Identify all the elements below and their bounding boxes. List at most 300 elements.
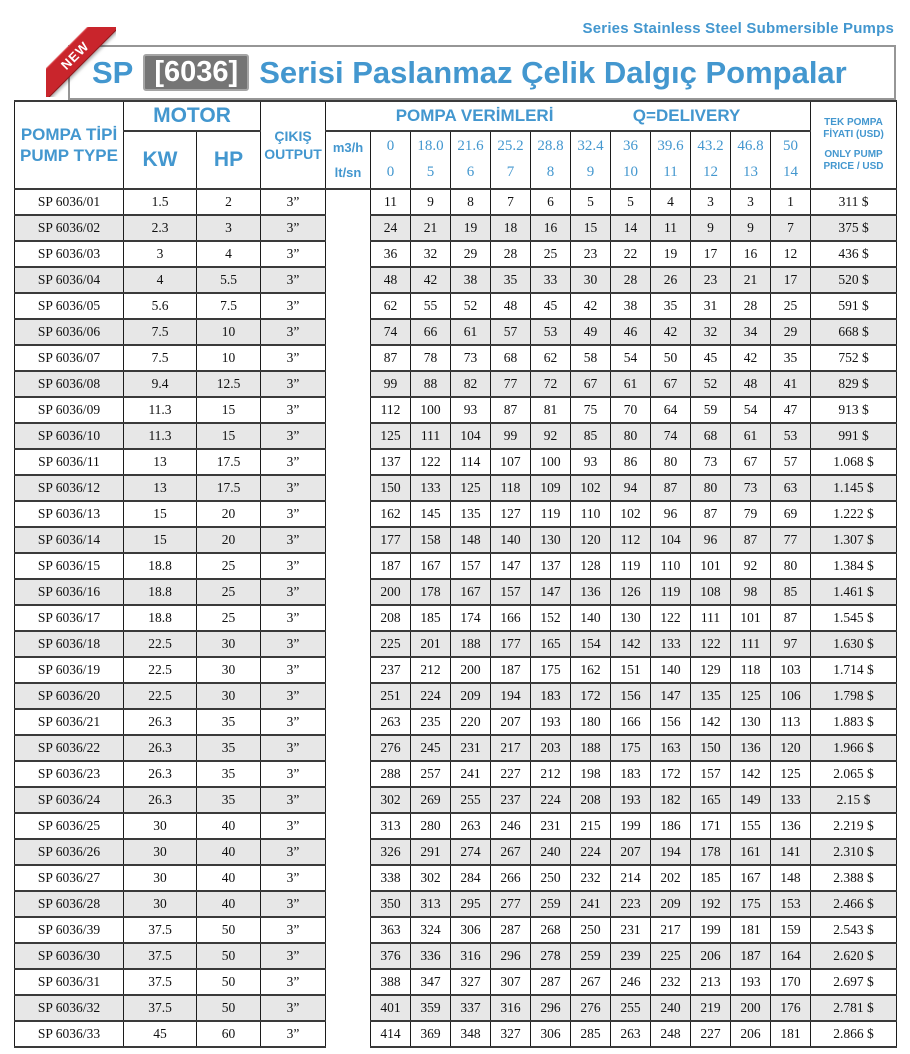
- delivery-value-cell: 61: [451, 319, 491, 345]
- table-row: [15, 449, 897, 475]
- kw-cell: 18.8: [124, 553, 197, 579]
- table-row: [15, 787, 897, 813]
- price-cell: 1.714 $: [811, 657, 897, 683]
- delivery-col-header: 21.6 6: [451, 131, 491, 189]
- delivery-value-cell: 209: [451, 683, 491, 709]
- price-cell: 2.620 $: [811, 943, 897, 969]
- delivery-value-cell: 61: [731, 423, 771, 449]
- price-cell: 2.466 $: [811, 891, 897, 917]
- delivery-value-cell: 306: [451, 917, 491, 943]
- delivery-value-cell: 135: [691, 683, 731, 709]
- delivery-value-cell: 18: [491, 215, 531, 241]
- delivery-value-cell: 388: [371, 969, 411, 995]
- delivery-value-cell: 69: [771, 501, 811, 527]
- output-cell: 3”: [261, 865, 326, 891]
- kw-cell: 45: [124, 1021, 197, 1047]
- price-cell: 2.388 $: [811, 865, 897, 891]
- delivery-value-cell: 142: [611, 631, 651, 657]
- delivery-value-cell: 223: [611, 891, 651, 917]
- delivery-value-cell: 174: [451, 605, 491, 631]
- delivery-value-cell: 217: [651, 917, 691, 943]
- delivery-value-cell: 208: [571, 787, 611, 813]
- delivery-value-cell: 154: [571, 631, 611, 657]
- delivery-value-cell: 201: [411, 631, 451, 657]
- delivery-value-cell: 66: [411, 319, 451, 345]
- table-row: [15, 813, 897, 839]
- pump-type-cell: SP 6036/26: [15, 839, 124, 865]
- delivery-value-cell: 287: [491, 917, 531, 943]
- delivery-value-cell: 212: [531, 761, 571, 787]
- delivery-value-cell: 125: [371, 423, 411, 449]
- delivery-value-cell: 127: [491, 501, 531, 527]
- delivery-value-cell: 347: [411, 969, 451, 995]
- delivery-value-cell: 35: [491, 267, 531, 293]
- delivery-value-cell: 80: [651, 449, 691, 475]
- delivery-value-cell: 29: [771, 319, 811, 345]
- delivery-value-cell: 180: [571, 709, 611, 735]
- pump-type-cell: SP 6036/31: [15, 969, 124, 995]
- delivery-value-cell: 148: [771, 865, 811, 891]
- delivery-value-cell: 193: [731, 969, 771, 995]
- pump-type-cell: SP 6036/30: [15, 943, 124, 969]
- delivery-value-cell: 167: [451, 579, 491, 605]
- delivery-value-cell: 336: [411, 943, 451, 969]
- row-spacer: [326, 995, 371, 1021]
- output-cell: 3”: [261, 891, 326, 917]
- delivery-value-cell: 67: [651, 371, 691, 397]
- delivery-value-cell: 118: [731, 657, 771, 683]
- delivery-value-cell: 99: [491, 423, 531, 449]
- price-cell: 1.545 $: [811, 605, 897, 631]
- row-spacer: [326, 293, 371, 319]
- delivery-value-cell: 14: [611, 215, 651, 241]
- delivery-col-header: 0 0: [371, 131, 411, 189]
- output-cell: 3”: [261, 475, 326, 501]
- kw-cell: 1.5: [124, 189, 197, 215]
- table-row: [15, 397, 897, 423]
- delivery-value-cell: 29: [451, 241, 491, 267]
- hp-cell: 50: [197, 943, 261, 969]
- table-row: [15, 969, 897, 995]
- delivery-value-cell: 255: [611, 995, 651, 1021]
- delivery-value-cell: 34: [731, 319, 771, 345]
- delivery-value-cell: 11: [371, 189, 411, 215]
- delivery-value-cell: 177: [491, 631, 531, 657]
- delivery-value-cell: 53: [531, 319, 571, 345]
- delivery-value-cell: 86: [611, 449, 651, 475]
- delivery-value-cell: 23: [691, 267, 731, 293]
- delivery-value-cell: 302: [411, 865, 451, 891]
- delivery-value-cell: 161: [731, 839, 771, 865]
- delivery-value-cell: 209: [651, 891, 691, 917]
- output-cell: 3”: [261, 605, 326, 631]
- kw-cell: 5.6: [124, 293, 197, 319]
- row-spacer: [326, 1021, 371, 1047]
- delivery-value-cell: 72: [531, 371, 571, 397]
- pump-type-cell: SP 6036/15: [15, 553, 124, 579]
- output-header-tr: ÇIKIŞ: [274, 127, 312, 144]
- delivery-value-cell: 306: [531, 1021, 571, 1047]
- delivery-value-cell: 70: [611, 397, 651, 423]
- delivery-value-cell: 295: [451, 891, 491, 917]
- delivery-value-cell: 54: [731, 397, 771, 423]
- delivery-value-cell: 142: [691, 709, 731, 735]
- delivery-value-cell: 57: [771, 449, 811, 475]
- delivery-value-cell: 200: [371, 579, 411, 605]
- delivery-value-cell: 110: [651, 553, 691, 579]
- table-row: [15, 371, 897, 397]
- delivery-value-cell: 133: [771, 787, 811, 813]
- kw-cell: 37.5: [124, 995, 197, 1021]
- delivery-value-cell: 164: [771, 943, 811, 969]
- hp-header: HP: [197, 131, 261, 189]
- delivery-value-cell: 106: [771, 683, 811, 709]
- delivery-value-cell: 246: [491, 813, 531, 839]
- header-units-row: [15, 131, 897, 189]
- delivery-value-cell: 167: [411, 553, 451, 579]
- delivery-value-cell: 137: [371, 449, 411, 475]
- delivery-value-cell: 62: [531, 345, 571, 371]
- price-header: [811, 101, 897, 189]
- delivery-value-cell: 185: [691, 865, 731, 891]
- output-cell: 3”: [261, 215, 326, 241]
- delivery-value-cell: 1: [771, 189, 811, 215]
- delivery-value-cell: 11: [651, 215, 691, 241]
- delivery-value-cell: 52: [691, 371, 731, 397]
- delivery-col-header: 25.2 7: [491, 131, 531, 189]
- delivery-value-cell: 102: [571, 475, 611, 501]
- delivery-value-cell: 327: [491, 1021, 531, 1047]
- delivery-value-cell: 68: [491, 345, 531, 371]
- delivery-value-cell: 177: [371, 527, 411, 553]
- row-spacer: [326, 683, 371, 709]
- delivery-value-cell: 167: [731, 865, 771, 891]
- delivery-value-cell: 200: [731, 995, 771, 1021]
- delivery-value-cell: 284: [451, 865, 491, 891]
- delivery-value-cell: 48: [731, 371, 771, 397]
- hp-cell: 30: [197, 683, 261, 709]
- price-cell: 752 $: [811, 345, 897, 371]
- delivery-value-cell: 149: [731, 787, 771, 813]
- delivery-value-cell: 73: [731, 475, 771, 501]
- delivery-value-cell: 224: [571, 839, 611, 865]
- delivery-value-cell: 42: [411, 267, 451, 293]
- delivery-value-cell: 42: [571, 293, 611, 319]
- price-cell: 1.145 $: [811, 475, 897, 501]
- pump-type-cell: SP 6036/24: [15, 787, 124, 813]
- delivery-value-cell: 215: [571, 813, 611, 839]
- delivery-value-cell: 85: [771, 579, 811, 605]
- pump-type-header: [15, 101, 124, 189]
- pump-spec-table: [14, 100, 897, 1048]
- hp-cell: 2: [197, 189, 261, 215]
- performance-header: POMPA VERİMLERİ: [395, 106, 554, 125]
- row-spacer: [326, 709, 371, 735]
- delivery-value-cell: 259: [571, 943, 611, 969]
- delivery-value-cell: 263: [371, 709, 411, 735]
- delivery-value-cell: 4: [651, 189, 691, 215]
- delivery-value-cell: 12: [771, 241, 811, 267]
- table-row: [15, 293, 897, 319]
- delivery-value-cell: 47: [771, 397, 811, 423]
- delivery-value-cell: 92: [731, 553, 771, 579]
- price-cell: 1.222 $: [811, 501, 897, 527]
- kw-cell: 22.5: [124, 683, 197, 709]
- price-cell: 829 $: [811, 371, 897, 397]
- delivery-value-cell: 151: [611, 657, 651, 683]
- delivery-value-cell: 269: [411, 787, 451, 813]
- delivery-value-cell: 155: [731, 813, 771, 839]
- flow-units-cell: [326, 131, 371, 189]
- row-spacer: [326, 943, 371, 969]
- delivery-value-cell: 111: [411, 423, 451, 449]
- hp-cell: 25: [197, 579, 261, 605]
- delivery-value-cell: 118: [491, 475, 531, 501]
- pump-type-cell: SP 6036/07: [15, 345, 124, 371]
- kw-cell: 15: [124, 527, 197, 553]
- new-ribbon-band: NEW: [46, 27, 116, 97]
- delivery-value-cell: 28: [611, 267, 651, 293]
- hp-cell: 50: [197, 995, 261, 1021]
- price-cell: 1.798 $: [811, 683, 897, 709]
- price-header-en-1: ONLY PUMP: [824, 148, 883, 160]
- delivery-value-cell: 59: [691, 397, 731, 423]
- row-spacer: [326, 839, 371, 865]
- delivery-value-cell: 276: [571, 995, 611, 1021]
- kw-cell: 13: [124, 475, 197, 501]
- delivery-value-cell: 175: [611, 735, 651, 761]
- output-cell: 3”: [261, 839, 326, 865]
- pump-type-cell: SP 6036/27: [15, 865, 124, 891]
- delivery-value-cell: 141: [771, 839, 811, 865]
- delivery-header: Q=DELIVERY: [632, 106, 741, 125]
- hp-cell: 15: [197, 397, 261, 423]
- output-cell: 3”: [261, 631, 326, 657]
- delivery-value-cell: 240: [651, 995, 691, 1021]
- delivery-value-cell: 133: [411, 475, 451, 501]
- delivery-value-cell: 122: [651, 605, 691, 631]
- delivery-value-cell: 166: [491, 605, 531, 631]
- pump-type-cell: SP 6036/16: [15, 579, 124, 605]
- kw-cell: 37.5: [124, 943, 197, 969]
- delivery-value-cell: 79: [731, 501, 771, 527]
- delivery-value-cell: 21: [411, 215, 451, 241]
- table-row: [15, 657, 897, 683]
- output-cell: 3”: [261, 371, 326, 397]
- delivery-value-cell: 15: [571, 215, 611, 241]
- delivery-value-cell: 268: [531, 917, 571, 943]
- table-row: [15, 189, 897, 215]
- table-row: [15, 579, 897, 605]
- delivery-value-cell: 326: [371, 839, 411, 865]
- unit-m3h-label: m3/h: [332, 140, 364, 155]
- hp-cell: 7.5: [197, 293, 261, 319]
- price-cell: 2.543 $: [811, 917, 897, 943]
- price-cell: 2.781 $: [811, 995, 897, 1021]
- delivery-value-cell: 166: [611, 709, 651, 735]
- output-cell: 3”: [261, 709, 326, 735]
- delivery-value-cell: 194: [651, 839, 691, 865]
- delivery-value-cell: 338: [371, 865, 411, 891]
- delivery-value-cell: 165: [531, 631, 571, 657]
- table-row: [15, 631, 897, 657]
- output-header: [261, 101, 326, 189]
- delivery-value-cell: 62: [371, 293, 411, 319]
- price-cell: 311 $: [811, 189, 897, 215]
- delivery-value-cell: 100: [531, 449, 571, 475]
- delivery-value-cell: 119: [611, 553, 651, 579]
- delivery-value-cell: 153: [771, 891, 811, 917]
- delivery-value-cell: 414: [371, 1021, 411, 1047]
- delivery-value-cell: 231: [451, 735, 491, 761]
- output-cell: 3”: [261, 267, 326, 293]
- delivery-value-cell: 16: [531, 215, 571, 241]
- delivery-value-cell: 186: [651, 813, 691, 839]
- delivery-value-cell: 359: [411, 995, 451, 1021]
- delivery-value-cell: 156: [651, 709, 691, 735]
- delivery-value-cell: 176: [771, 995, 811, 1021]
- delivery-value-cell: 125: [451, 475, 491, 501]
- delivery-value-cell: 246: [611, 969, 651, 995]
- delivery-value-cell: 73: [451, 345, 491, 371]
- delivery-value-cell: 224: [411, 683, 451, 709]
- delivery-value-cell: 302: [371, 787, 411, 813]
- kw-cell: 18.8: [124, 605, 197, 631]
- hp-cell: 35: [197, 735, 261, 761]
- delivery-value-cell: 38: [611, 293, 651, 319]
- table-row: [15, 215, 897, 241]
- output-cell: 3”: [261, 449, 326, 475]
- delivery-col-header: 28.8 8: [531, 131, 571, 189]
- delivery-value-cell: 350: [371, 891, 411, 917]
- delivery-value-cell: 94: [611, 475, 651, 501]
- delivery-value-cell: 239: [611, 943, 651, 969]
- delivery-value-cell: 140: [571, 605, 611, 631]
- delivery-value-cell: 259: [531, 891, 571, 917]
- price-header-tr-1: TEK POMPA: [824, 116, 883, 128]
- delivery-value-cell: 316: [491, 995, 531, 1021]
- delivery-value-cell: 85: [571, 423, 611, 449]
- delivery-value-cell: 88: [411, 371, 451, 397]
- output-cell: 3”: [261, 683, 326, 709]
- delivery-value-cell: 376: [371, 943, 411, 969]
- kw-cell: 9.4: [124, 371, 197, 397]
- pump-type-cell: SP 6036/22: [15, 735, 124, 761]
- output-cell: 3”: [261, 319, 326, 345]
- delivery-value-cell: 120: [571, 527, 611, 553]
- price-cell: 1.461 $: [811, 579, 897, 605]
- pump-type-cell: SP 6036/28: [15, 891, 124, 917]
- pump-type-cell: SP 6036/14: [15, 527, 124, 553]
- delivery-value-cell: 92: [531, 423, 571, 449]
- delivery-value-cell: 97: [771, 631, 811, 657]
- delivery-value-cell: 175: [731, 891, 771, 917]
- delivery-value-cell: 198: [571, 761, 611, 787]
- delivery-value-cell: 45: [691, 345, 731, 371]
- output-cell: 3”: [261, 501, 326, 527]
- delivery-value-cell: 278: [531, 943, 571, 969]
- row-spacer: [326, 735, 371, 761]
- price-cell: 668 $: [811, 319, 897, 345]
- delivery-value-cell: 327: [451, 969, 491, 995]
- delivery-value-cell: 80: [611, 423, 651, 449]
- pump-type-cell: SP 6036/10: [15, 423, 124, 449]
- price-cell: 1.630 $: [811, 631, 897, 657]
- output-cell: 3”: [261, 917, 326, 943]
- delivery-value-cell: 42: [731, 345, 771, 371]
- delivery-value-cell: 64: [651, 397, 691, 423]
- delivery-value-cell: 35: [651, 293, 691, 319]
- delivery-value-cell: 98: [731, 579, 771, 605]
- delivery-value-cell: 58: [571, 345, 611, 371]
- delivery-value-cell: 165: [691, 787, 731, 813]
- delivery-value-cell: 157: [491, 579, 531, 605]
- delivery-value-cell: 288: [371, 761, 411, 787]
- delivery-value-cell: 75: [571, 397, 611, 423]
- delivery-value-cell: 313: [371, 813, 411, 839]
- delivery-value-cell: 136: [731, 735, 771, 761]
- delivery-value-cell: 255: [451, 787, 491, 813]
- delivery-value-cell: 17: [691, 241, 731, 267]
- table-row: [15, 839, 897, 865]
- delivery-value-cell: 185: [411, 605, 451, 631]
- delivery-value-cell: 136: [571, 579, 611, 605]
- table-row: [15, 475, 897, 501]
- output-cell: 3”: [261, 657, 326, 683]
- delivery-value-cell: 17: [771, 267, 811, 293]
- delivery-col-header: 43.2 12: [691, 131, 731, 189]
- delivery-value-cell: 194: [491, 683, 531, 709]
- delivery-value-cell: 199: [611, 813, 651, 839]
- delivery-value-cell: 150: [691, 735, 731, 761]
- delivery-value-cell: 251: [371, 683, 411, 709]
- delivery-value-cell: 232: [651, 969, 691, 995]
- delivery-value-cell: 99: [371, 371, 411, 397]
- delivery-value-cell: 3: [731, 189, 771, 215]
- delivery-value-cell: 5: [571, 189, 611, 215]
- hp-cell: 12.5: [197, 371, 261, 397]
- delivery-value-cell: 41: [771, 371, 811, 397]
- output-cell: 3”: [261, 761, 326, 787]
- delivery-value-cell: 137: [531, 553, 571, 579]
- pump-type-cell: SP 6036/23: [15, 761, 124, 787]
- delivery-value-cell: 296: [491, 943, 531, 969]
- hp-cell: 20: [197, 527, 261, 553]
- row-spacer: [326, 397, 371, 423]
- delivery-value-cell: 313: [411, 891, 451, 917]
- price-cell: 2.697 $: [811, 969, 897, 995]
- delivery-value-cell: 181: [731, 917, 771, 943]
- delivery-value-cell: 77: [491, 371, 531, 397]
- delivery-value-cell: 157: [451, 553, 491, 579]
- delivery-value-cell: 224: [531, 787, 571, 813]
- delivery-value-cell: 87: [491, 397, 531, 423]
- delivery-value-cell: 188: [451, 631, 491, 657]
- delivery-value-cell: 227: [691, 1021, 731, 1047]
- kw-cell: 18.8: [124, 579, 197, 605]
- kw-cell: 11.3: [124, 397, 197, 423]
- delivery-value-cell: 30: [571, 267, 611, 293]
- kw-cell: 26.3: [124, 709, 197, 735]
- pump-type-header-tr: POMPA TİPİ: [20, 124, 118, 144]
- delivery-value-cell: 103: [771, 657, 811, 683]
- delivery-value-cell: 52: [451, 293, 491, 319]
- delivery-value-cell: 25: [771, 293, 811, 319]
- pump-type-cell: SP 6036/11: [15, 449, 124, 475]
- kw-cell: 4: [124, 267, 197, 293]
- delivery-value-cell: 156: [611, 683, 651, 709]
- output-cell: 3”: [261, 241, 326, 267]
